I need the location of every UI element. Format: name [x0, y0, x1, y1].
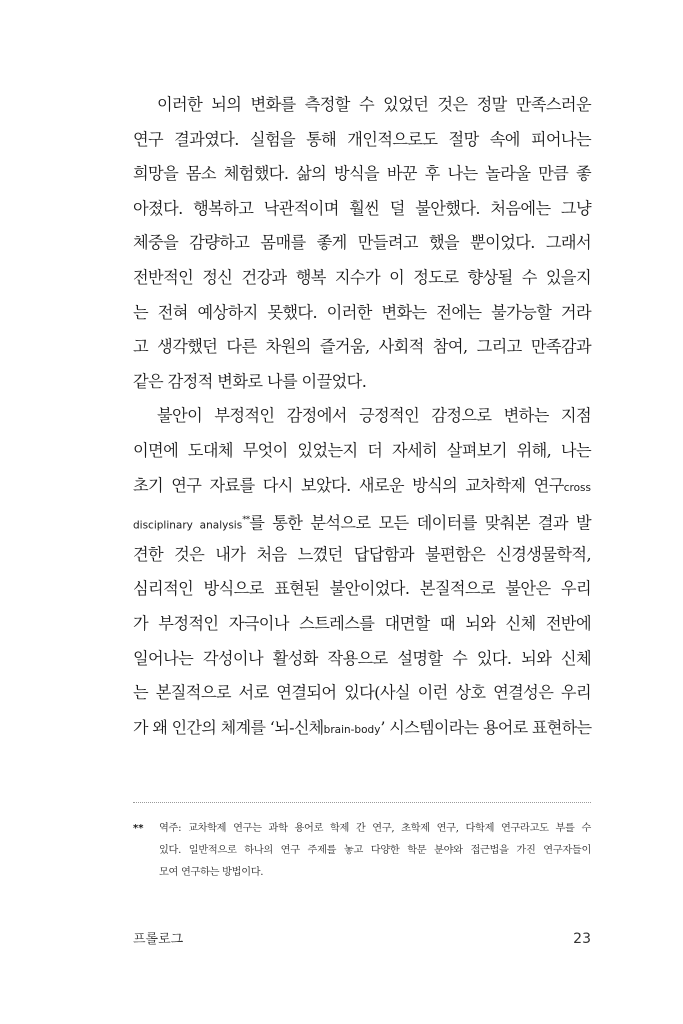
paragraph-1: [133, 88, 591, 399]
body-line: 이면에 도대체 무엇이 있었는지 더 자세히 살펴보기 위해, 나는: [133, 440, 591, 460]
body-line: 불안이 부정적인 감정에서 긍정적인 감정으로 변하는 지점: [157, 406, 591, 426]
body-line: 심리적인 방식으로 표현된 불안이었다. 본질적으로 불안은 우리: [133, 579, 591, 599]
footnote-reference: **: [242, 515, 250, 526]
body-line: 일어나는 각성이나 활성화 작용으로 설명할 수 있다. 뇌와 신체: [133, 648, 591, 668]
body-line-text: ’ 시스템이라는 용어로 표현하는: [380, 717, 592, 737]
english-term: cross: [563, 481, 591, 494]
body-line: 는 전혀 예상하지 못했다. 이러한 변화는 전에는 불가능할 거라: [133, 302, 591, 322]
body-line: 이러한 뇌의 변화를 측정할 수 있었던 것은 정말 만족스러운: [157, 95, 591, 114]
body-line: 견한 것은 내가 처음 느꼈던 답답함과 불편함은 신경생물학적,: [133, 544, 591, 564]
english-term: disciplinary analysis: [133, 519, 243, 532]
body-line: 는 본질적으로 서로 연결되어 있다(사실 이런 상호 연결성은 우리: [133, 683, 591, 703]
body-line: 아졌다. 행복하고 낙관적이며 훨씬 덜 불안했다. 처음에는 그냥: [133, 198, 591, 218]
body-line: [133, 469, 591, 504]
body-line: 같은 감정적 변화로 나를 이끌었다.: [133, 371, 367, 391]
footnote-line: 있다. 일반적으로 하나의 연구 주제를 놓고 다양한 학문 분야와 접근법을 가진 연구자들이: [159, 845, 591, 856]
body-line: 가 부정적인 자극이나 스트레스를 대면할 때 뇌와 신체 전반에: [133, 613, 591, 633]
footnote-line: 모여 연구하는 방법이다.: [159, 867, 264, 878]
body-line-text: 초기 연구 자료를 다시 보았다. 새로운 방식의 교차학제 연구: [133, 475, 564, 495]
body-line: [133, 503, 591, 538]
body-line: 체중을 감량하고 몸매를 좋게 만들려고 했을 뿐이었다. 그래서: [133, 233, 591, 253]
footnote-divider: [133, 802, 591, 803]
body-line: 연구 결과였다. 실험을 통해 개인적으로도 절망 속에 피어나는: [133, 129, 591, 149]
running-footer-section: 프롤로그: [133, 932, 184, 947]
body-line-text: 가 왜 인간의 체계를 ‘뇌-신체: [133, 717, 324, 737]
footnote-line: 역주: 교차학제 연구는 과학 용어로 학제 간 연구, 초학제 연구, 다학제 연구라고도 부를 수: [159, 823, 591, 834]
body-line: [133, 711, 591, 746]
body-line: 전반적인 정신 건강과 행복 지수가 이 정도로 향상될 수 있을지: [133, 267, 591, 287]
english-term: brain-body: [323, 723, 381, 736]
body-text: [133, 88, 591, 745]
footnote-body: [159, 818, 591, 884]
footnote-marker: **: [133, 823, 144, 834]
body-line-text: 를 통한 분석으로 모든 데이터를 맞춰본 결과 발: [249, 513, 591, 533]
body-line: 고 생각했던 다른 차원의 즐거움, 사회적 참여, 그리고 만족감과: [133, 337, 591, 357]
page-number: 23: [573, 931, 591, 947]
body-line: 희망을 몸소 체험했다. 삶의 방식을 바꾼 후 나는 놀라울 만큼 좋: [133, 164, 591, 184]
paragraph-2: [133, 399, 591, 745]
